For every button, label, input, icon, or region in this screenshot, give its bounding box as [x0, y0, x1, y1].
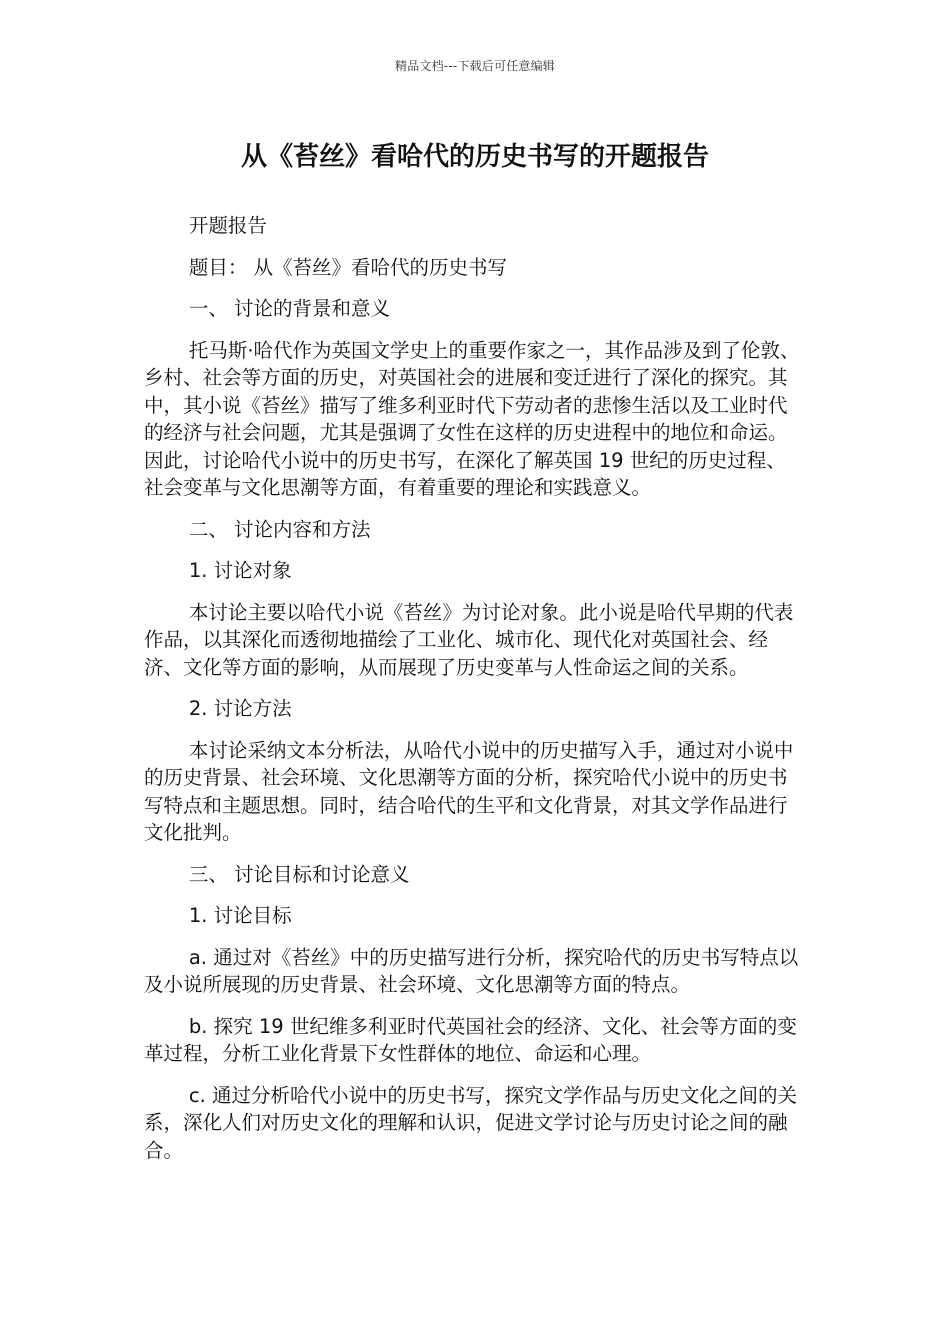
subheading-research-object: 1. 讨论对象 — [188, 559, 292, 582]
section-heading-2: 二、 讨论内容和方法 — [188, 517, 371, 541]
goal-item-a: a. 通过对《苔丝》中的历史描写进行分析，探究哈代的历史书写特点以及小说所展现的历史背景、社会环境、文化思潮等方面的特点。 — [144, 945, 799, 996]
section-heading-3: 三、 讨论目标和讨论意义 — [188, 862, 410, 886]
document-body — [144, 212, 800, 1178]
topic-line: 题目： 从《苔丝》看哈代的历史书写 — [188, 255, 508, 279]
report-label: 开题报告 — [188, 214, 267, 237]
subheading-research-goal: 1. 讨论目标 — [188, 904, 292, 927]
goal-item-c: c. 通过分析哈代小说中的历史书写，探究文学作品与历史文化之间的关系，深化人们对历史文化的理解和认识，促进文学讨论与历史讨论之间的融合。 — [144, 1083, 797, 1162]
document-title: 从《苔丝》看哈代的历史书写的开题报告 — [240, 142, 709, 172]
body-paragraph: 本讨论采纳文本分析法，从哈代小说中的历史描写入手，通过对小说中的历史背景、社会环境、文化思潮等方面的分析，探究哈代小说中的历史书写特点和主题思想。同时，结合哈代的生平和文化背景，对其文学作品进行文化批判。 — [144, 738, 794, 844]
section-heading-1: 一、 讨论的背景和意义 — [188, 297, 391, 320]
body-paragraph: 本讨论主要以哈代小说《苔丝》为讨论对象。此小说是哈代早期的代表作品，以其深化而透彻地描绘了工业化、城市化、现代化对英国社会、经济、文化等方面的影响，从而展现了历史变革与人性命运之间的关系。 — [144, 600, 794, 679]
page-header: 精品文档---下载后可任意编辑 — [395, 59, 555, 73]
goal-item-b: b. 探究 19 世纪维多利亚时代英国社会的经济、文化、社会等方面的变革过程，分析工业化背景下女性群体的地位、命运和心理。 — [144, 1014, 797, 1065]
subheading-research-method: 2. 讨论方法 — [188, 697, 292, 720]
body-paragraph: 托马斯·哈代作为英国文学史上的重要作家之一，其作品涉及到了伦敦、乡村、社会等方面的历史，对英国社会的进展和变迁进行了深化的探究。其中，其小说《苔丝》描写了维多利亚时代下劳动者的悲惨生活以及工业时代的经济与社会问题，尤其是强调了女性在这样的历史进程中的地位和命运。因此，讨论哈代小说中的历史书写，在深化了解英国 19 世纪的历史过程、社会变革与文化思潮等方面，有着重要的理论和实践意义。 — [144, 338, 800, 499]
